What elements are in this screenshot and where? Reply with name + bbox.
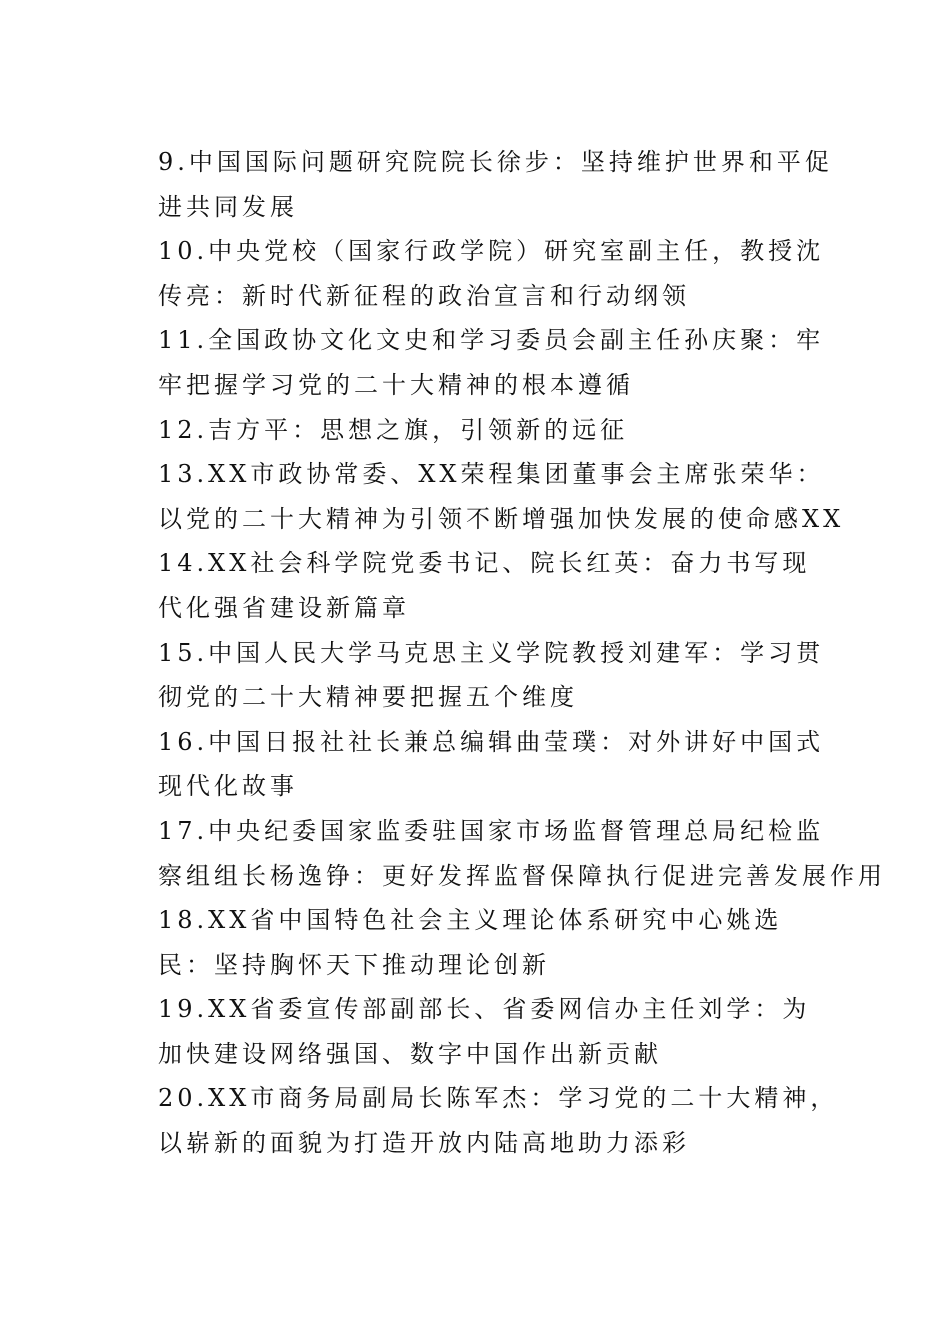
list-item-line: 18.XX省中国特色社会主义理论体系研究中心姚选: [158, 906, 783, 935]
list-item: [158, 547, 886, 636]
list-item: [158, 1082, 886, 1171]
list-item: [158, 146, 886, 235]
list-item-line: 代化强省建设新篇章: [158, 593, 410, 622]
list-item-line: 10.中央党校（国家行政学院）研究室副主任，教授沈: [158, 237, 825, 266]
list-item: [158, 815, 886, 904]
list-item-line: 13.XX市政协常委、XX荣程集团董事会主席张荣华：: [158, 460, 825, 489]
list-item: [158, 637, 886, 726]
list-item-line: 11.全国政协文化文史和学习委员会副主任孙庆聚：牢: [158, 326, 825, 355]
list-item-line: 9.中国国际问题研究院院长徐步：坚持维护世界和平促: [158, 148, 833, 176]
list-item: [158, 458, 886, 547]
list-item-line: 传亮：新时代新征程的政治宣言和行动纲领: [158, 281, 690, 310]
list-item-line: 现代化故事: [158, 772, 298, 801]
list-item-line: 16.中国日报社社长兼总编辑曲莹璞：对外讲好中国式: [158, 727, 825, 756]
list-item-line: 以崭新的面貌为打造开放内陆高地助力添彩: [158, 1129, 690, 1158]
list-item-line: 20.XX市商务局副局长陈军杰：学习党的二十大精神，: [158, 1084, 839, 1113]
list-item: [158, 414, 886, 459]
list-item-line: 民：坚持胸怀天下推动理论创新: [158, 950, 550, 979]
list-item-line: 进共同发展: [158, 192, 298, 221]
list-item: [158, 235, 886, 324]
list-item-line: 19.XX省委宣传部副部长、省委网信办主任刘学：为: [158, 995, 811, 1024]
list-item: [158, 993, 886, 1082]
list-item: [158, 324, 886, 413]
list-item-line: 17.中央纪委国家监委驻国家市场监督管理总局纪检监: [158, 816, 825, 845]
list-item-line: 加快建设网络强国、数字中国作出新贡献: [158, 1039, 662, 1068]
list-item-line: 12.吉方平：思想之旗，引领新的远征: [158, 415, 629, 444]
list-item-line: 察组组长杨逸铮：更好发挥监督保障执行促进完善发展作用: [158, 861, 886, 890]
list-item-line: 牢把握学习党的二十大精神的根本遵循: [158, 370, 634, 399]
list-item: [158, 726, 886, 815]
list-item-line: 彻党的二十大精神要把握五个维度: [158, 683, 578, 712]
article-list: [158, 146, 886, 1172]
list-item-line: 以党的二十大精神为引领不断增强加快发展的使命感XX: [158, 504, 845, 533]
list-item: [158, 904, 886, 993]
list-item-line: 15.中国人民大学马克思主义学院教授刘建军：学习贯: [158, 638, 825, 667]
list-item-line: 14.XX社会科学院党委书记、院长红英：奋力书写现: [158, 549, 811, 578]
